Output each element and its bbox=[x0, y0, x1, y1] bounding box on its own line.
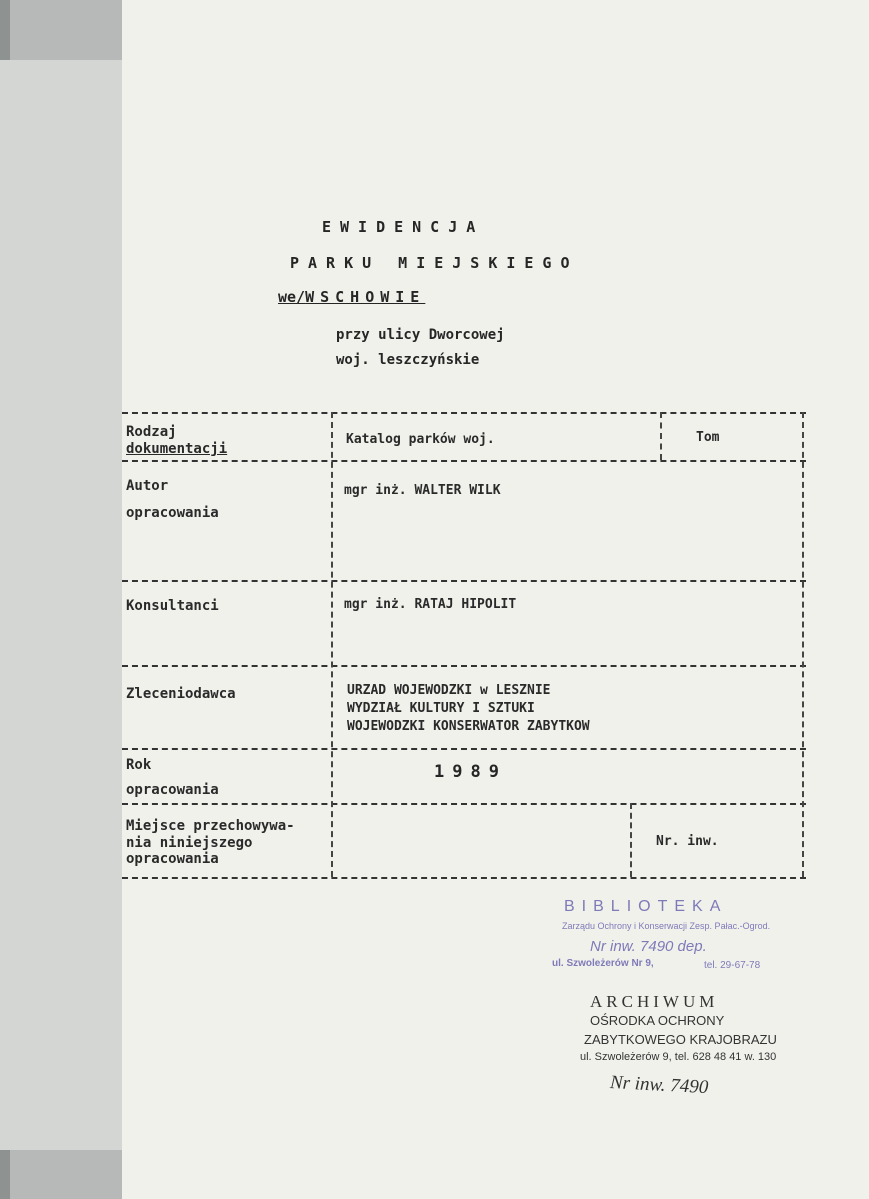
province-line: woj. leszczyńskie bbox=[336, 352, 480, 368]
underlying-paper bbox=[0, 60, 122, 1150]
zleceniodawca-line-3: WOJEWODZKI KONSERWATOR ZABYTKOW bbox=[347, 719, 590, 734]
konsultanci-value: mgr inż. RATAJ HIPOLIT bbox=[344, 597, 517, 612]
archive-stamp-title: ARCHIWUM bbox=[590, 992, 719, 1011]
title-line-1: EWIDENCJA bbox=[322, 218, 485, 236]
document-page bbox=[122, 0, 869, 1199]
table-rule bbox=[122, 460, 806, 462]
autor-label-2: opracowania bbox=[126, 505, 219, 521]
zleceniodawca-label: Zleceniodawca bbox=[126, 686, 236, 702]
miejsce-label-2: nia niniejszego bbox=[126, 835, 253, 851]
table-right-border bbox=[802, 412, 804, 877]
nr-inw-label: Nr. inw. bbox=[656, 834, 719, 849]
title-place: WSCHOWIE bbox=[305, 288, 426, 306]
table-rule bbox=[122, 580, 806, 582]
zleceniodawca-line-2: WYDZIAŁ KULTURY I SZTUKI bbox=[347, 701, 535, 716]
table-rule-top bbox=[122, 412, 806, 414]
rok-value: 1989 bbox=[434, 762, 507, 782]
miejsce-label-3: opracowania bbox=[126, 851, 219, 867]
archive-stamp-line-2: ZABYTKOWEGO KRAJOBRAZU bbox=[584, 1032, 777, 1047]
rok-label-2: opracowania bbox=[126, 782, 219, 798]
table-rule-bottom bbox=[122, 877, 806, 879]
table-rule bbox=[122, 803, 806, 805]
library-stamp-title: BIBLIOTEKA bbox=[564, 898, 728, 915]
miejsce-label-1: Miejsce przechowywa- bbox=[126, 818, 295, 834]
konsultanci-label: Konsultanci bbox=[126, 598, 219, 614]
library-stamp-nr: Nr inw. 7490 dep. bbox=[590, 938, 707, 955]
tom-label: Tom bbox=[696, 430, 720, 445]
autor-value: mgr inż. WALTER WILK bbox=[344, 483, 501, 498]
archive-stamp-address: ul. Szwoleżerów 9, tel. 628 48 41 w. 130 bbox=[580, 1051, 777, 1063]
table-column-divider bbox=[331, 412, 333, 877]
table-rule bbox=[122, 748, 806, 750]
rok-label: Rok bbox=[126, 757, 152, 773]
table-rule bbox=[122, 665, 806, 667]
library-stamp-tel: tel. 29-67-78 bbox=[704, 960, 761, 971]
nr-inw-divider bbox=[630, 803, 632, 877]
title-prefix: we/ bbox=[278, 288, 306, 306]
title-line-2: PARKU MIEJSKIEGO bbox=[290, 254, 579, 272]
rodzaj-value: Katalog parków woj. bbox=[346, 432, 495, 447]
archive-handwritten-number: Nr inw. 7490 bbox=[609, 1072, 709, 1099]
archive-stamp-line-1: OŚRODKA OCHRONY bbox=[590, 1013, 725, 1028]
autor-label: Autor bbox=[126, 478, 169, 494]
title-line-3 bbox=[278, 288, 425, 306]
rodzaj-label-2: dokumentacji bbox=[126, 441, 228, 457]
street-line: przy ulicy Dworcowej bbox=[336, 327, 505, 343]
library-stamp-address: ul. Szwoleżerów Nr 9, bbox=[552, 958, 654, 969]
tom-divider bbox=[660, 412, 662, 460]
library-stamp-line: Zarządu Ochrony i Konserwacji Zesp. Pałac.-Ogrod. bbox=[562, 921, 771, 931]
zleceniodawca-line-1: URZAD WOJEWODZKI w LESZNIE bbox=[347, 683, 551, 698]
underlying-sheet bbox=[0, 0, 122, 1199]
rodzaj-label: Rodzaj bbox=[126, 424, 177, 440]
